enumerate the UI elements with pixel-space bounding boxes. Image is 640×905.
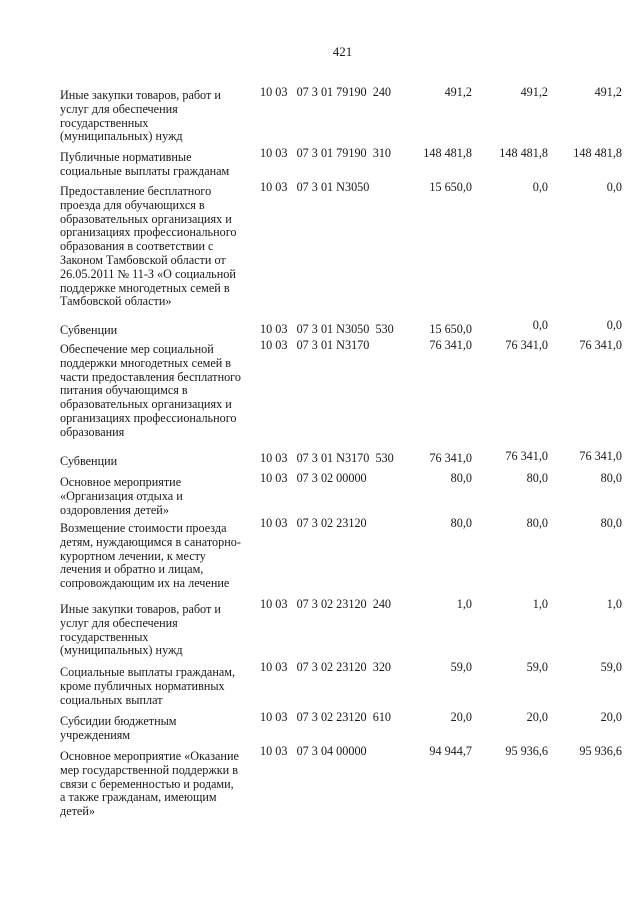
row-description: Возмещение стоимости проезда детям, нуждающимся в санаторно- курортном лечении, к месту лечения и обратно и лицам, сопровождающим их на лечение xyxy=(60,521,241,591)
row-code: 10 03 07 3 02 23120 240 xyxy=(260,597,392,611)
row-description: Основное мероприятие «Оказание мер государственной поддержки в связи с беременностью и родами, а также гражданам, имеющим детей» xyxy=(60,749,239,819)
row-value-3: 80,0 xyxy=(600,471,622,485)
row-value-2: 20,0 xyxy=(526,710,548,724)
row-value-1: 491,2 xyxy=(444,85,472,99)
row-value-1: 59,0 xyxy=(450,660,472,674)
row-value-2: 80,0 xyxy=(526,471,548,485)
row-value-1: 76 341,0 xyxy=(429,451,472,465)
row-description: Публичные нормативные социальные выплаты гражданам xyxy=(60,150,230,178)
row-code: 10 03 07 3 01 N3170 530 xyxy=(260,451,394,465)
row-value-2: 80,0 xyxy=(526,516,548,530)
row-code: 10 03 07 3 01 79190 310 xyxy=(260,146,392,160)
row-value-3: 1,0 xyxy=(606,597,622,611)
row-value-1: 148 481,8 xyxy=(423,146,472,160)
row-description: Субвенции xyxy=(60,454,118,468)
row-description: Субсидии бюджетным учреждениям xyxy=(60,714,177,742)
row-value-1: 1,0 xyxy=(456,597,472,611)
row-value-1: 15 650,0 xyxy=(429,180,472,194)
row-code: 10 03 07 3 04 00000 xyxy=(260,744,367,758)
row-value-3: 491,2 xyxy=(594,85,622,99)
row-code: 10 03 07 3 02 23120 610 xyxy=(260,710,392,724)
row-description: Социальные выплаты гражданам, кроме публичных нормативных социальных выплат xyxy=(60,665,236,707)
row-value-2: 1,0 xyxy=(532,597,548,611)
row-value-2: 59,0 xyxy=(526,660,548,674)
row-value-3: 76 341,0 xyxy=(579,449,622,463)
row-value-3: 0,0 xyxy=(606,180,622,194)
row-code: 10 03 07 3 01 N3050 530 xyxy=(260,322,394,336)
row-value-2: 95 936,6 xyxy=(505,744,548,758)
page-number: 421 xyxy=(332,44,353,59)
row-description: Основное мероприятие «Организация отдыха и оздоровления детей» xyxy=(60,475,183,517)
row-value-1: 20,0 xyxy=(450,710,472,724)
row-code: 10 03 07 3 01 N3050 xyxy=(260,180,370,194)
row-description: Иные закупки товаров, работ и услуг для обеспечения государственных (муниципальных) нужд xyxy=(60,88,221,144)
row-value-3: 59,0 xyxy=(600,660,622,674)
row-code: 10 03 07 3 02 23120 320 xyxy=(260,660,392,674)
row-value-2: 76 341,0 xyxy=(505,338,548,352)
row-value-1: 80,0 xyxy=(450,516,472,530)
row-value-3: 20,0 xyxy=(600,710,622,724)
row-code: 10 03 07 3 01 79190 240 xyxy=(260,85,392,99)
row-value-1: 76 341,0 xyxy=(429,338,472,352)
row-value-2: 148 481,8 xyxy=(499,146,548,160)
row-value-1: 80,0 xyxy=(450,471,472,485)
row-value-3: 0,0 xyxy=(606,318,622,332)
row-code: 10 03 07 3 01 N3170 xyxy=(260,338,370,352)
row-value-2: 0,0 xyxy=(532,318,548,332)
row-value-2: 0,0 xyxy=(532,180,548,194)
row-value-3: 76 341,0 xyxy=(579,338,622,352)
row-value-2: 491,2 xyxy=(520,85,548,99)
row-code: 10 03 07 3 02 23120 xyxy=(260,516,367,530)
row-description: Иные закупки товаров, работ и услуг для обеспечения государственных (муниципальных) нужд xyxy=(60,602,221,658)
row-description: Предоставление бесплатного проезда для обучающихся в образовательных организациях и организациях профессионального образования в соответствии с Законом Тамбовской области от 26.05.2011 № 11-З «О социальной поддержке многодетных семей в Тамбовской области» xyxy=(60,184,237,309)
row-value-1: 15 650,0 xyxy=(429,322,472,336)
row-code: 10 03 07 3 02 00000 xyxy=(260,471,367,485)
row-value-3: 148 481,8 xyxy=(573,146,622,160)
row-value-3: 95 936,6 xyxy=(579,744,622,758)
row-value-3: 80,0 xyxy=(600,516,622,530)
row-value-2: 76 341,0 xyxy=(505,449,548,463)
row-value-1: 94 944,7 xyxy=(429,744,472,758)
row-description: Субвенции xyxy=(60,323,118,337)
row-description: Обеспечение мер социальной поддержки многодетных семей в части предоставления бесплатного питания обучающимся в образовательных организациях и организациях профессионального образования xyxy=(60,342,241,439)
